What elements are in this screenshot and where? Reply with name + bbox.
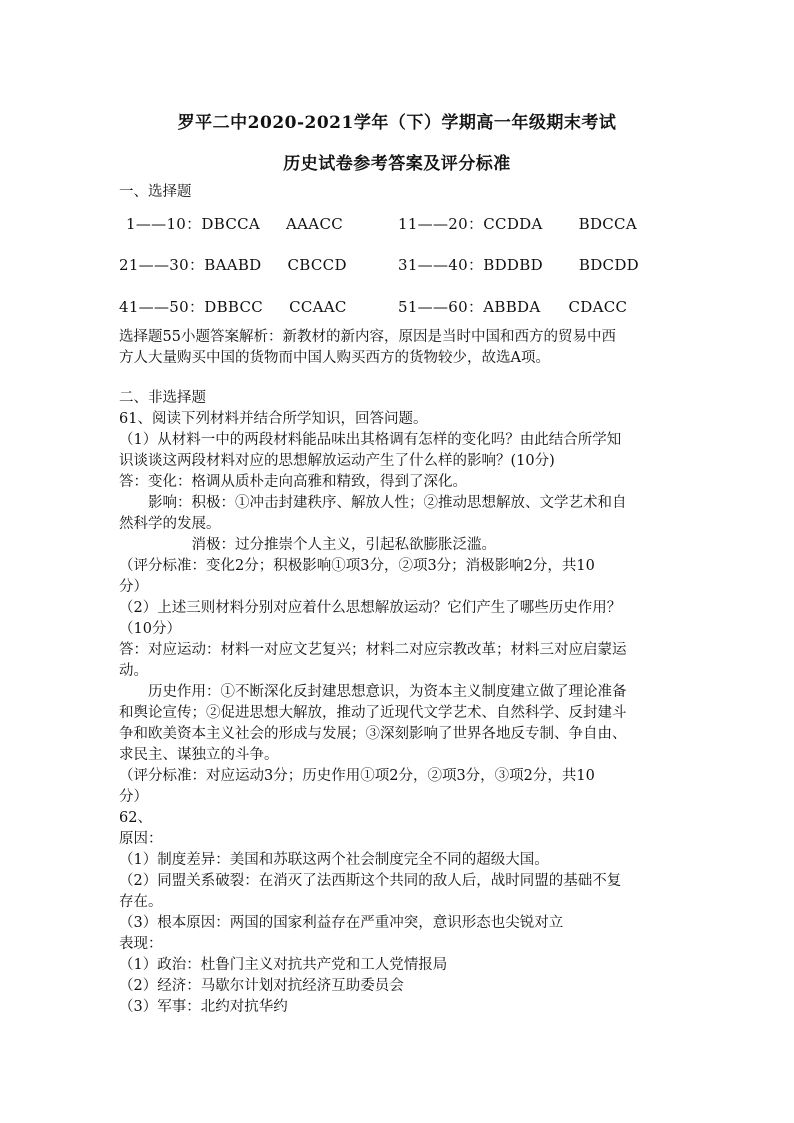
answer-note: 选择题55小题答案解析：新教材的新内容，原因是当时中国和西方的贸易中西: [119, 329, 616, 345]
question-text: （1）从材料一中的两段材料能品味出其格调有怎样的变化吗？由此结合所学知: [119, 432, 622, 448]
answer-note: 方人大量购买中国的货物而中国人购买西方的货物较少，故选A项。: [119, 350, 550, 366]
answer-text: 和舆论宣传；②促进思想大解放，推动了近现代文学艺术、自然科学、反封建斗: [119, 705, 627, 721]
answer-range: 21——30：BAABD: [119, 256, 262, 274]
answer-group: CDACC: [568, 298, 628, 316]
document-subtitle: 历史试卷参考答案及评分标准: [283, 154, 511, 174]
answer-range: 41——50：DBBCC: [119, 298, 264, 316]
answer-text: 答：变化：格调从质朴走向高雅和精致，得到了深化。: [119, 474, 467, 490]
answer-row: [119, 254, 347, 275]
answer-text: 历史作用：①不断深化反封建思想意识，为资本主义制度建立做了理论准备: [119, 684, 627, 700]
scoring-standard: （评分标准：变化2分；积极影响①项3分，②项3分；消极影响2分，共10: [119, 558, 595, 574]
answer-row: [398, 296, 627, 317]
answer-group: CBCCD: [287, 256, 347, 274]
question-text: 识谈谈这两段材料对应的思想解放运动产生了什么样的影响？(10分): [119, 453, 555, 469]
answer-group: AAACC: [286, 215, 343, 233]
answer-text: 消极：过分推崇个人主义，引起私欲膨胀泛滥。: [119, 537, 496, 553]
answer-range: 1——10：DBCCA: [126, 215, 261, 233]
question-62-number: 62、: [119, 810, 152, 826]
answer-text: 影响：积极：①冲击封建秩序、解放人性；②推动思想解放、文学艺术和自: [119, 495, 627, 511]
scoring-standard: （评分标准：对应运动3分；历史作用①项2分，②项3分，③项2分，共10: [119, 768, 595, 784]
answer-text: 然科学的发展。: [119, 516, 221, 532]
answer-text: 动。: [119, 663, 148, 679]
performance-item: （2）经济：马歇尔计划对抗经济互助委员会: [119, 978, 404, 994]
question-text: （10分）: [119, 621, 181, 637]
answer-row: [398, 254, 639, 275]
performance-item: （3）军事：北约对抗华约: [119, 999, 288, 1015]
cause-item: （1）制度差异：美国和苏联这两个社会制度完全不同的超级大国。: [119, 852, 549, 868]
answer-group: BDCCA: [578, 215, 637, 233]
answer-row: [119, 296, 347, 317]
cause-item: （2）同盟关系破裂：在消灭了法西斯这个共同的敌人后，战时同盟的基础不复: [119, 873, 622, 889]
answer-row: [398, 213, 637, 234]
answer-group: CCAAC: [289, 298, 347, 316]
scoring-standard: 分）: [119, 579, 148, 595]
answer-text: 求民主、谋独立的斗争。: [119, 747, 279, 763]
section-2-heading: 二、非选择题: [119, 390, 206, 406]
answer-group: BDCDD: [578, 256, 639, 274]
question-text: （2）上述三则材料分别对应着什么思想解放运动？它们产生了哪些历史作用？: [119, 600, 622, 616]
question-61-title: 61、阅读下列材料并结合所学知识，回答问题。: [119, 411, 428, 427]
answer-text: 争和欧美资本主义社会的形成与发展；③深刻影响了世界各地反专制、争自由、: [119, 726, 627, 742]
cause-item: （3）根本原因：两国的国家利益存在严重冲突，意识形态也尖锐对立: [119, 915, 564, 931]
cause-label: 原因：: [119, 831, 163, 847]
document-title: 罗平二中2020-2021学年（下）学期高一年级期末考试: [177, 113, 617, 133]
answer-range: 11——20：CCDDA: [398, 215, 543, 233]
section-1-heading: 一、选择题: [119, 184, 192, 200]
answer-text: 答：对应运动：材料一对应文艺复兴；材料二对应宗教改革；材料三对应启蒙运: [119, 642, 627, 658]
answer-range: 51——60：ABBDA: [398, 298, 541, 316]
answer-row: [126, 213, 343, 234]
performance-label: 表现：: [119, 936, 163, 952]
performance-item: （1）政治：杜鲁门主义对抗共产党和工人党情报局: [119, 957, 448, 973]
scoring-standard: 分）: [119, 789, 148, 805]
answer-range: 31——40：BDDBD: [398, 256, 543, 274]
cause-item: 存在。: [119, 894, 163, 910]
